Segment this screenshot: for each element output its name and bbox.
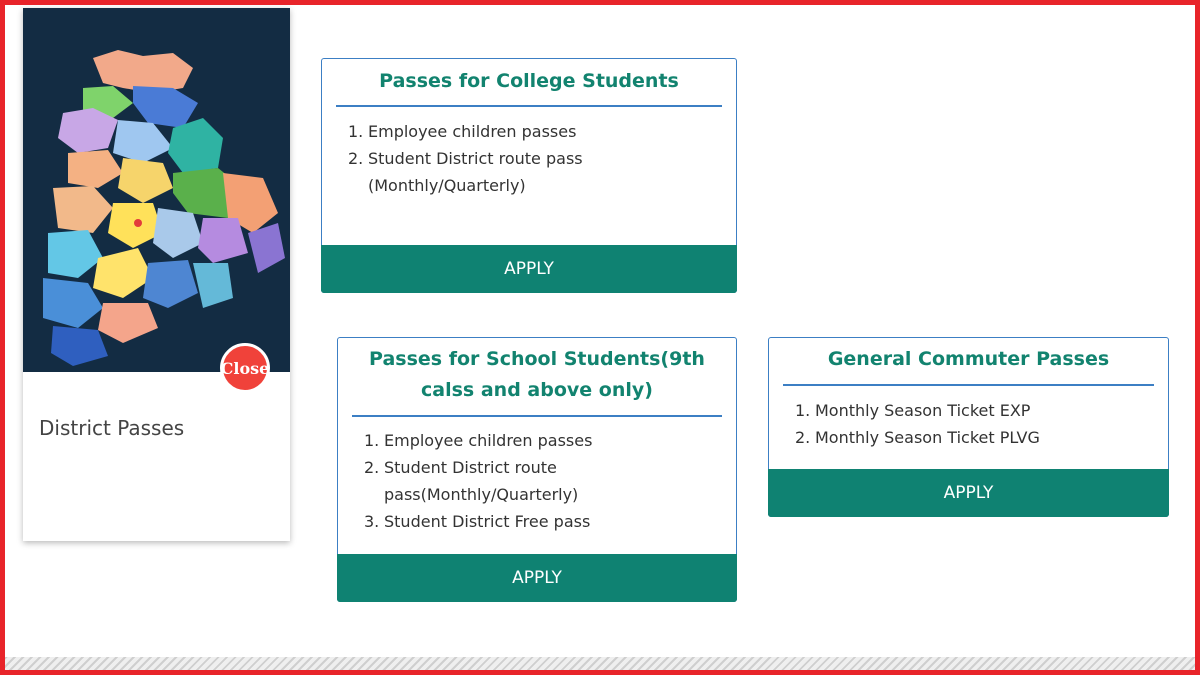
list-item: 2. Student District route pass (Monthly/Quarterly) <box>348 149 583 195</box>
school-passes-title: Passes for School Students(9th calss and above only) <box>369 348 705 401</box>
school-passes-list <box>364 427 714 535</box>
divider <box>783 384 1154 386</box>
list-item: 3. Student District Free pass <box>364 512 591 531</box>
divider <box>352 415 722 417</box>
college-passes-card <box>321 58 737 293</box>
list-item: 1. Employee children passes <box>348 122 577 141</box>
telangana-district-map <box>23 8 290 372</box>
general-apply-button[interactable]: APPLY <box>768 469 1169 517</box>
general-passes-list <box>795 397 1155 451</box>
college-passes-list <box>348 118 708 199</box>
list-item: 1. Monthly Season Ticket EXP <box>795 401 1031 420</box>
college-apply-button[interactable]: APPLY <box>321 245 737 293</box>
bottom-strip <box>5 657 1195 670</box>
close-button[interactable]: Close <box>220 343 270 393</box>
school-passes-card <box>337 337 737 602</box>
list-item: 1. Employee children passes <box>364 431 593 450</box>
college-passes-title: Passes for College Students <box>379 70 679 92</box>
district-passes-title: District Passes <box>39 416 185 440</box>
district-passes-card[interactable] <box>23 8 290 541</box>
general-commuter-passes-card <box>768 337 1169 517</box>
list-item: 2. Student District route pass(Monthly/Quarterly) <box>364 458 579 504</box>
school-apply-button[interactable]: APPLY <box>337 554 737 602</box>
list-item: 2. Monthly Season Ticket PLVG <box>795 428 1040 447</box>
general-passes-title: General Commuter Passes <box>827 348 1110 370</box>
divider <box>336 105 722 107</box>
